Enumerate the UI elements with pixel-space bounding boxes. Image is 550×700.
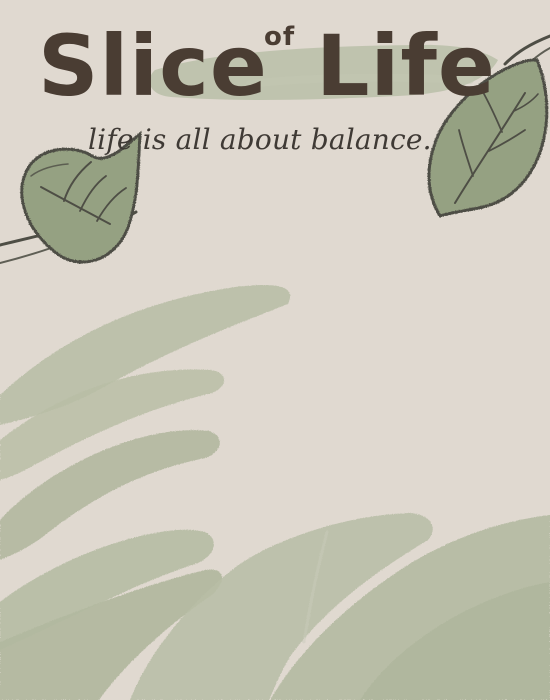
top-brush-stroke [150,45,498,100]
title-of: of [264,22,296,52]
title-slice: Slice [38,17,268,115]
title-life: Life [316,17,496,115]
tagline: life is all about balance. [88,123,432,156]
bottom-brush-strokes [0,285,550,700]
